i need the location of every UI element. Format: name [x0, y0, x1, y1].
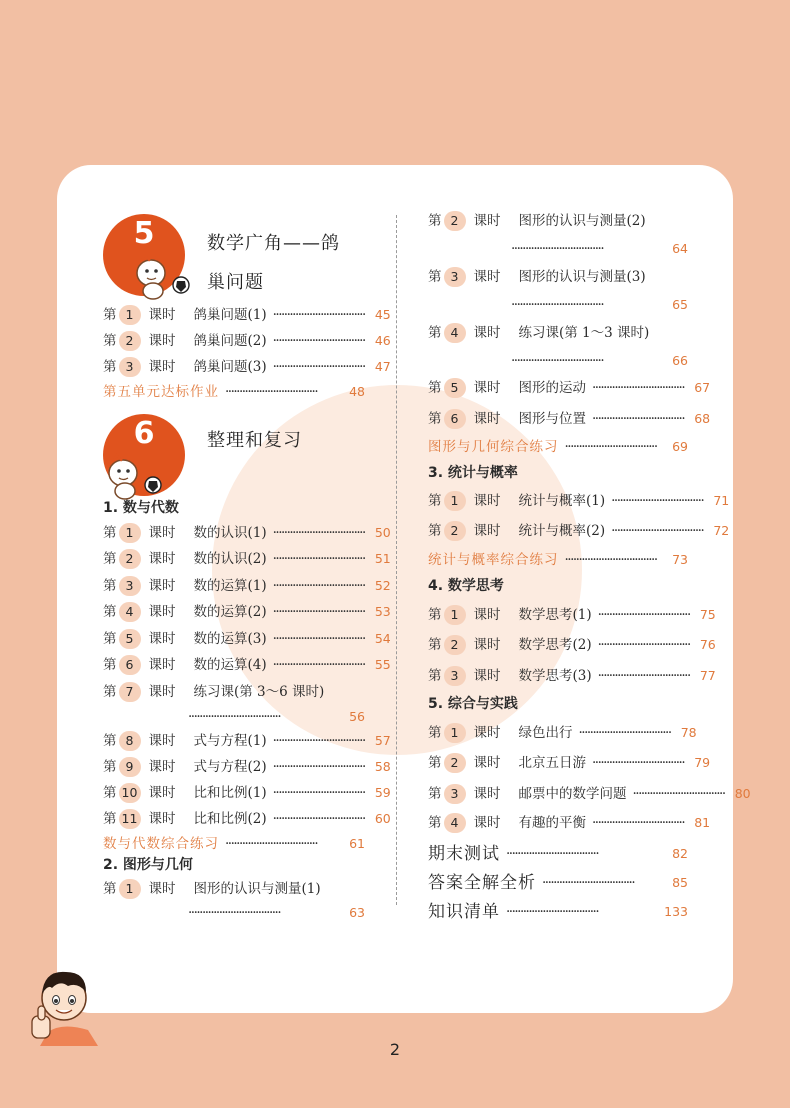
- s3-lesson-1[interactable]: 第 1 课时 统计与概率(1) ································· 71: [428, 490, 688, 512]
- leader-dots: ·································: [272, 785, 365, 801]
- lesson-title: 式与方程(1): [193, 733, 267, 749]
- s1-lesson-2[interactable]: 第 2 课时 数的认识(2) ································· 51: [103, 548, 365, 570]
- page-number: 82: [672, 846, 688, 861]
- lesson-title: 鸽巢问题(1): [193, 307, 267, 323]
- s1-practice[interactable]: [103, 833, 365, 855]
- unit5-lesson-1[interactable]: 第 1 课时 鸽巢问题(1) ································· 45: [103, 304, 365, 326]
- lesson-title: 数的认识(2): [193, 551, 267, 567]
- leader-dots: ·································: [592, 755, 685, 771]
- lesson-title: 有趣的平衡: [518, 815, 586, 831]
- s3-practice[interactable]: [428, 549, 688, 571]
- s4-lesson-2[interactable]: 第 2 课时 数学思考(2) ································· 76: [428, 634, 688, 656]
- lesson-title: 练习课(第 1～3 课时): [518, 325, 650, 341]
- s1-lesson-5[interactable]: 第 5 课时 数的运算(3) ································· 54: [103, 628, 365, 650]
- leader-dots: ·································: [592, 380, 685, 396]
- page-number: 58: [374, 759, 391, 774]
- lesson-number-badge: 2: [119, 331, 141, 351]
- lesson-number-badge: 1: [119, 879, 141, 899]
- unit-number: 5: [133, 216, 155, 251]
- lesson-number-badge: 2: [444, 521, 466, 541]
- s2-lesson-4[interactable]: 第 4 课时 练习课(第 1～3 课时): [428, 322, 688, 344]
- page-number: 55: [374, 657, 391, 672]
- leader-dots: ·································: [188, 905, 281, 921]
- section-heading-1: 1. 数与代数: [103, 500, 179, 516]
- s2-lesson-1[interactable]: 第 1 课时 图形的认识与测量(1): [103, 878, 365, 900]
- leader-dots: ·································: [272, 307, 365, 323]
- unit5-assignment[interactable]: [103, 381, 365, 403]
- page-number: 50: [374, 525, 391, 540]
- page-number: 81: [694, 815, 711, 830]
- s2-lesson-3-continuation[interactable]: [428, 294, 688, 316]
- leader-dots: ·································: [272, 811, 365, 827]
- s5-lesson-4[interactable]: 第 4 课时 有趣的平衡 ································· 81: [428, 812, 688, 834]
- leader-dots: ·································: [272, 525, 365, 541]
- lesson-title: 比和比例(1): [193, 785, 267, 801]
- lesson-number-badge: 1: [444, 491, 466, 511]
- leader-dots: ·································: [592, 815, 685, 831]
- lesson-title: 图形的认识与测量(3): [518, 269, 646, 285]
- page-number: 57: [374, 733, 391, 748]
- s2-lesson-4-continuation[interactable]: [428, 350, 688, 372]
- leader-dots: ·································: [272, 604, 365, 620]
- page-number: 46: [374, 333, 391, 348]
- lesson-number-badge: 4: [444, 813, 466, 833]
- lesson-title: 数学思考(2): [518, 637, 592, 653]
- lesson-title: 图形的认识与测量(2): [518, 213, 646, 229]
- page-number: 56: [349, 709, 365, 724]
- s2-practice[interactable]: [428, 436, 688, 458]
- page-number: 72: [713, 523, 730, 538]
- page-number: 51: [374, 551, 391, 566]
- s2-lesson-2-continuation[interactable]: [428, 238, 688, 260]
- practice-title: 数与代数综合练习: [103, 836, 219, 852]
- lesson-number-badge: 6: [444, 409, 466, 429]
- page-number: 75: [699, 607, 716, 622]
- lesson-title: 统计与概率(1): [518, 493, 606, 509]
- lesson-title: 数的运算(3): [193, 631, 267, 647]
- answers-title: 答案全解全析: [428, 873, 536, 893]
- final-test-title: 期末测试: [428, 844, 500, 864]
- lesson-number-badge: 10: [119, 783, 141, 803]
- unit6-header: [103, 414, 365, 496]
- dinosaur-mascot-icon: [131, 249, 193, 301]
- leader-dots: ·································: [597, 668, 690, 684]
- leader-dots: ·································: [564, 439, 657, 455]
- leader-dots: ·································: [511, 353, 604, 369]
- s2-lesson-2[interactable]: 第 2 课时 图形的认识与测量(2): [428, 210, 688, 232]
- s1-lesson-11[interactable]: 第 11 课时 比和比例(2) ································· 60: [103, 808, 365, 830]
- leader-dots: ·································: [506, 846, 599, 862]
- s1-lesson-7-continuation[interactable]: [103, 706, 365, 728]
- s5-lesson-1[interactable]: 第 1 课时 绿色出行 ································· 78: [428, 722, 688, 744]
- page-number: 71: [713, 493, 730, 508]
- leader-dots: ·································: [592, 411, 685, 427]
- page-number: 69: [672, 439, 688, 454]
- knowledge-list-title: 知识清单: [428, 902, 500, 922]
- leader-dots: ·································: [597, 607, 690, 623]
- leader-dots: ·································: [597, 637, 690, 653]
- lesson-title: 统计与概率(2): [518, 523, 606, 539]
- leader-dots: ·································: [564, 552, 657, 568]
- s2-lesson-3[interactable]: 第 3 课时 图形的认识与测量(3): [428, 266, 688, 288]
- page-number: 48: [349, 384, 365, 399]
- practice-title: 统计与概率综合练习: [428, 552, 559, 568]
- lesson-number-badge: 2: [444, 211, 466, 231]
- page-number: 60: [374, 811, 391, 826]
- leader-dots: ·································: [272, 631, 365, 647]
- unit5-lesson-2[interactable]: 第 2 课时 鸽巢问题(2) ································· 46: [103, 330, 365, 352]
- page-number: 78: [680, 725, 697, 740]
- page-number: 80: [734, 786, 751, 801]
- unit5-header: [103, 214, 365, 296]
- s2-lesson-1-continuation[interactable]: [103, 902, 365, 924]
- s4-lesson-3[interactable]: 第 3 课时 数学思考(3) ································· 77: [428, 665, 688, 687]
- lesson-title: 练习课(第 3～6 课时): [193, 684, 325, 700]
- section-heading-4: 4. 数学思考: [428, 578, 504, 594]
- unit6-title: 整理和复习: [207, 430, 302, 451]
- final-test-entry[interactable]: [428, 843, 688, 865]
- unit5-lesson-3[interactable]: 第 3 课时 鸽巢问题(3) ································· 47: [103, 356, 365, 378]
- leader-dots: ·································: [188, 709, 281, 725]
- lesson-title: 数的运算(2): [193, 604, 267, 620]
- lesson-title: 北京五日游: [518, 755, 586, 771]
- lesson-number-badge: 4: [119, 602, 141, 622]
- page-number: 53: [374, 604, 391, 619]
- page-number: 64: [672, 241, 688, 256]
- lesson-title: 数的运算(1): [193, 578, 267, 594]
- toc-card: [57, 165, 751, 1013]
- page-number: 52: [374, 578, 391, 593]
- lesson-number-badge: 7: [119, 682, 141, 702]
- lesson-number-badge: 1: [119, 305, 141, 325]
- page-number: 133: [664, 904, 688, 919]
- lesson-number-badge: 11: [119, 809, 141, 829]
- page-number: 85: [672, 875, 688, 890]
- lesson-number-badge: 3: [444, 784, 466, 804]
- s1-lesson-10[interactable]: 第 10 课时 比和比例(1) ································· 59: [103, 782, 365, 804]
- lesson-number-badge: 5: [444, 378, 466, 398]
- leader-dots: ·································: [272, 359, 365, 375]
- leader-dots: ·································: [272, 333, 365, 349]
- lesson-number-badge: 3: [119, 576, 141, 596]
- lesson-title: 绿色出行: [518, 725, 573, 741]
- lesson-title: 鸽巢问题(3): [193, 359, 267, 375]
- leader-dots: ·································: [225, 836, 318, 852]
- lesson-number-badge: 1: [444, 723, 466, 743]
- section-heading-5: 5. 综合与实践: [428, 696, 518, 712]
- page-number: 61: [349, 836, 365, 851]
- lesson-number-badge: 3: [444, 267, 466, 287]
- section-heading-2: 2. 图形与几何: [103, 857, 193, 873]
- knowledge-list-entry[interactable]: [428, 901, 688, 923]
- lesson-title: 比和比例(2): [193, 811, 267, 827]
- s5-lesson-3[interactable]: 第 3 课时 邮票中的数学问题 ································· 80: [428, 783, 688, 805]
- practice-title: 图形与几何综合练习: [428, 439, 559, 455]
- lesson-number-badge: 5: [119, 629, 141, 649]
- page-number: 54: [374, 631, 391, 646]
- section-heading-3: 3. 统计与概率: [428, 465, 518, 481]
- lesson-title: 数学思考(3): [518, 668, 592, 684]
- page-number: 66: [672, 353, 688, 368]
- leader-dots: ·································: [542, 875, 635, 891]
- leader-dots: ·································: [611, 523, 704, 539]
- column-divider: [396, 215, 397, 905]
- dinosaur-mascot-icon: [103, 449, 165, 501]
- page-number: 77: [699, 668, 716, 683]
- s1-lesson-9[interactable]: 第 9 课时 式与方程(2) ································· 58: [103, 756, 365, 778]
- s1-lesson-1[interactable]: 第 1 课时 数的认识(1) ································· 50: [103, 522, 365, 544]
- lesson-number-badge: 9: [119, 757, 141, 777]
- leader-dots: ·································: [632, 786, 725, 802]
- page-number: 63: [349, 905, 365, 920]
- leader-dots: ·································: [272, 551, 365, 567]
- assignment-title: 第五单元达标作业: [103, 384, 219, 400]
- lesson-title: 鸽巢问题(2): [193, 333, 267, 349]
- s1-lesson-4[interactable]: 第 4 课时 数的运算(2) ································· 53: [103, 601, 365, 623]
- page-number: 67: [694, 380, 711, 395]
- lesson-number-badge: 8: [119, 731, 141, 751]
- page-number-footer: 2: [389, 1040, 401, 1059]
- lesson-title: 式与方程(2): [193, 759, 267, 775]
- lesson-number-badge: 1: [444, 605, 466, 625]
- lesson-title: 邮票中的数学问题: [518, 786, 627, 802]
- s2-lesson-6[interactable]: 第 6 课时 图形与位置 ································· 68: [428, 408, 688, 430]
- lesson-title: 数学思考(1): [518, 607, 592, 623]
- leader-dots: ·································: [272, 759, 365, 775]
- leader-dots: ·································: [511, 297, 604, 313]
- lesson-number-badge: 2: [444, 753, 466, 773]
- lesson-number-badge: 2: [444, 635, 466, 655]
- page-number: 68: [694, 411, 711, 426]
- leader-dots: ·································: [272, 733, 365, 749]
- unit-number: 6: [133, 416, 155, 451]
- lesson-number-badge: 6: [119, 655, 141, 675]
- s1-lesson-7[interactable]: 第 7 课时 练习课(第 3～6 课时): [103, 681, 365, 703]
- lesson-title: 图形与位置: [518, 411, 586, 427]
- s2-lesson-5[interactable]: 第 5 课时 图形的运动 ································· 67: [428, 377, 688, 399]
- leader-dots: ·································: [272, 578, 365, 594]
- lesson-number-badge: 3: [444, 666, 466, 686]
- page-number: 76: [699, 637, 716, 652]
- lesson-number-badge: 1: [119, 523, 141, 543]
- leader-dots: ·································: [578, 725, 671, 741]
- answers-entry[interactable]: [428, 872, 688, 894]
- s4-lesson-1[interactable]: 第 1 课时 数学思考(1) ································· 75: [428, 604, 688, 626]
- unit5-title: 数学广角——鸽巢问题: [207, 233, 340, 293]
- leader-dots: ·································: [511, 241, 604, 257]
- s5-lesson-2[interactable]: 第 2 课时 北京五日游 ································· 79: [428, 752, 688, 774]
- page-number: 59: [374, 785, 391, 800]
- lesson-title: 图形的认识与测量(1): [193, 881, 321, 897]
- leader-dots: ·································: [272, 657, 365, 673]
- lesson-title: 数的运算(4): [193, 657, 267, 673]
- page-number: 73: [672, 552, 688, 567]
- s1-lesson-8[interactable]: 第 8 课时 式与方程(1) ································· 57: [103, 730, 365, 752]
- page-number: 65: [672, 297, 688, 312]
- s1-lesson-3[interactable]: 第 3 课时 数的运算(1) ································· 52: [103, 575, 365, 597]
- lesson-number-badge: 3: [119, 357, 141, 377]
- page-number: 47: [374, 359, 391, 374]
- page-number: 79: [694, 755, 711, 770]
- boy-thumbs-up-icon: [18, 960, 104, 1046]
- s3-lesson-2[interactable]: 第 2 课时 统计与概率(2) ································· 72: [428, 520, 688, 542]
- page-number: 45: [374, 307, 391, 322]
- lesson-number-badge: 4: [444, 323, 466, 343]
- lesson-title: 图形的运动: [518, 380, 586, 396]
- leader-dots: ·································: [225, 384, 318, 400]
- lesson-number-badge: 2: [119, 549, 141, 569]
- leader-dots: ·································: [506, 904, 599, 920]
- lesson-title: 数的认识(1): [193, 525, 267, 541]
- s1-lesson-6[interactable]: 第 6 课时 数的运算(4) ································· 55: [103, 654, 365, 676]
- leader-dots: ·································: [611, 493, 704, 509]
